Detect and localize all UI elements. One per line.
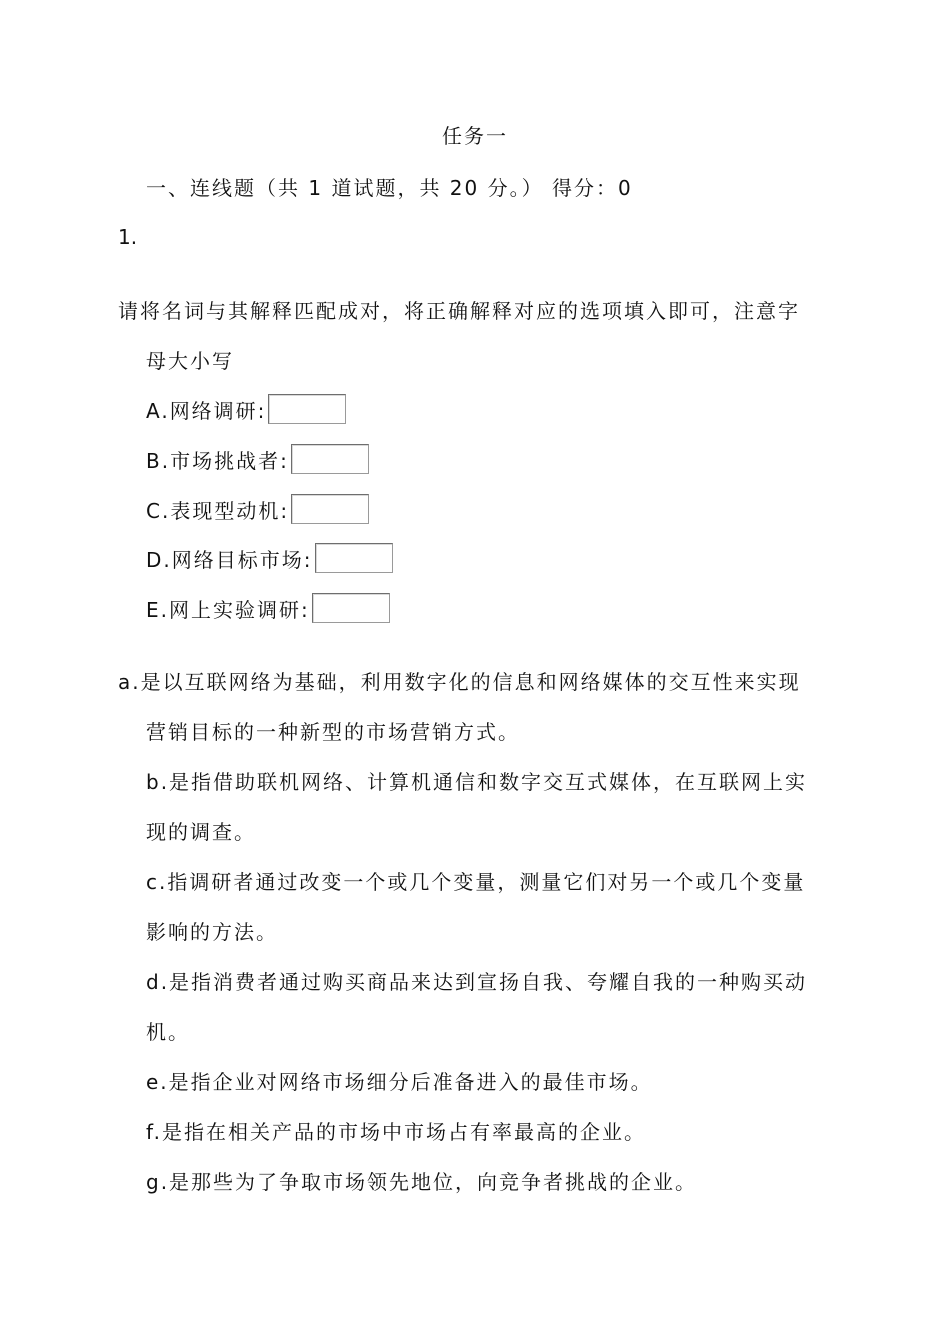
definition-d-line-1: d.是指消费者通过购买商品来达到宣扬自我、夸耀自我的一种购买动 <box>146 970 808 994</box>
option-e-label: E.网上实验调研: <box>146 597 310 622</box>
definition-e: e.是指企业对网络市场细分后准备进入的最佳市场。 <box>146 1070 653 1094</box>
option-b-answer-input[interactable] <box>291 444 369 474</box>
definition-f: f.是指在相关产品的市场中市场占有率最高的企业。 <box>146 1120 646 1144</box>
option-a-answer-input[interactable] <box>268 394 346 424</box>
instruction-line-1: 请将名词与其解释匹配成对，将正确解释对应的选项填入即可，注意字 <box>118 299 800 323</box>
definition-d-line-2: 机。 <box>146 1020 190 1044</box>
definition-a-line-2: 营销目标的一种新型的市场营销方式。 <box>146 720 520 744</box>
option-c <box>146 494 369 524</box>
option-d <box>146 543 393 573</box>
question-number: 1. <box>118 225 138 249</box>
definition-b-line-2: 现的调查。 <box>146 820 256 844</box>
option-e <box>146 593 390 623</box>
option-b-label: B.市场挑战者: <box>146 448 289 473</box>
definition-b-line-1: b.是指借助联机网络、计算机通信和数字交互式媒体，在互联网上实 <box>146 770 808 794</box>
option-c-label: C.表现型动机: <box>146 498 290 523</box>
option-a <box>146 394 346 424</box>
instruction-line-2: 母大小写 <box>146 349 234 373</box>
option-c-answer-input[interactable] <box>291 494 369 524</box>
option-d-answer-input[interactable] <box>315 543 393 573</box>
option-e-answer-input[interactable] <box>312 593 390 623</box>
definition-c-line-1: c.指调研者通过改变一个或几个变量，测量它们对另一个或几个变量 <box>146 870 806 894</box>
section-header: 一、连线题（共 1 道试题，共 20 分。） 得分：0 <box>146 176 633 200</box>
page-title: 任务一 <box>442 124 508 148</box>
definition-g: g.是那些为了争取市场领先地位，向竞争者挑战的企业。 <box>146 1170 698 1194</box>
option-d-label: D.网络目标市场: <box>146 547 313 572</box>
definition-c-line-2: 影响的方法。 <box>146 920 278 944</box>
option-b <box>146 444 369 474</box>
option-a-label: A.网络调研: <box>146 398 267 423</box>
definition-a-line-1: a.是以互联网络为基础，利用数字化的信息和网络媒体的交互性来实现 <box>118 670 801 694</box>
